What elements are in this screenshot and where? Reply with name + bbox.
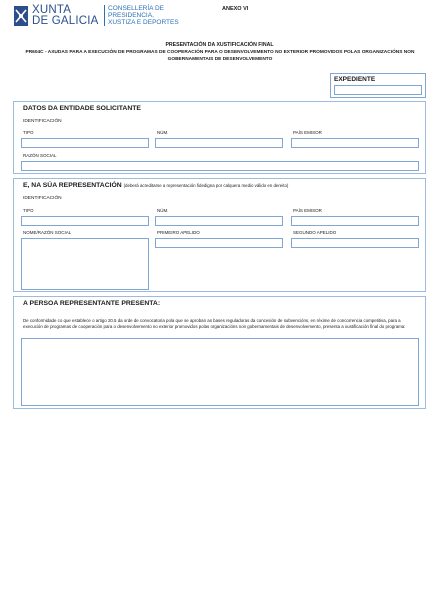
entidade-num-label: NÚM. <box>157 130 169 135</box>
entidade-tipo-field[interactable] <box>21 138 149 148</box>
representacion-title-text: E, NA SÚA REPRESENTACIÓN <box>23 182 122 189</box>
representacion-title <box>23 182 288 189</box>
logo-department <box>104 5 179 26</box>
presenta-section <box>13 296 426 409</box>
entidade-num-field[interactable] <box>155 138 283 148</box>
expediente-field[interactable] <box>334 85 422 95</box>
repr-apelido2-field[interactable] <box>291 238 419 248</box>
entidade-razon-field[interactable] <box>21 161 419 171</box>
repr-pais-label: PAÍS EMISOR <box>293 208 322 213</box>
form-title: PRESENTACIÓN DA XUSTIFICACIÓN FINAL <box>165 42 274 48</box>
xunta-emblem-icon <box>14 6 28 26</box>
representacion-section <box>13 178 426 292</box>
logo-line-2: DE GALICIA <box>32 15 99 27</box>
dept-line-1: CONSELLERÍA DE <box>108 5 164 12</box>
repr-nome-field[interactable] <box>21 238 149 290</box>
repr-apelido1-field[interactable] <box>155 238 283 248</box>
entidade-title: DATOS DA ENTIDADE SOLICITANTE <box>23 105 141 112</box>
entidade-section <box>13 101 426 174</box>
repr-apelido1-label: PRIMEIRO APELIDO <box>157 230 200 235</box>
repr-nome-label: NOME/RAZÓN SOCIAL <box>23 230 72 235</box>
logo-wordmark <box>32 5 99 27</box>
dept-line-2: PRESIDENCIA, <box>108 12 154 19</box>
repr-apelido2-label: SEGUNDO APELIDO <box>293 230 337 235</box>
entidade-pais-label: PAÍS EMISOR <box>293 130 322 135</box>
xunta-logo <box>14 5 184 31</box>
entidade-razon-label: RAZÓN SOCIAL <box>23 153 57 158</box>
logo-line-1: XUNTA <box>32 4 72 16</box>
expediente-label: EXPEDIENTE <box>334 76 376 83</box>
repr-pais-field[interactable] <box>291 216 419 226</box>
representacion-note: (deberá acreditarse a representación fidedigna por calquera medio válido en dereito) <box>123 183 289 188</box>
entidade-tipo-label: TIPO <box>23 130 34 135</box>
repr-num-field[interactable] <box>155 216 283 226</box>
procedure-title: PR604C - AXUDAS PARA A EXECUCIÓN DE PROGRAMAS DE COOPERACIÓN PARA O DESENVOLVEMENTO NO EXTERIOR PROMOVIDOS POLAS ORGANIZACIÓNS NON GOBERNAMENTAIS DE DESENVOLVEMENTO <box>25 50 415 62</box>
repr-tipo-label: TIPO <box>23 208 34 213</box>
anexo-label: ANEXO VI <box>222 6 249 12</box>
presenta-title: A PERSOA REPRESENTANTE PRESENTA: <box>23 300 161 307</box>
dept-line-3: XUSTIZA E DEPORTES <box>108 19 179 26</box>
entidade-subtitle: IDENTIFICACIÓN <box>23 119 62 124</box>
presenta-programa-field[interactable] <box>21 338 419 406</box>
entidade-pais-field[interactable] <box>291 138 419 148</box>
repr-tipo-field[interactable] <box>21 216 149 226</box>
expediente-box <box>330 73 426 98</box>
representacion-subtitle: IDENTIFICACIÓN <box>23 196 62 201</box>
repr-num-label: NÚM. <box>157 208 169 213</box>
presenta-text: De conformidade co que establece o artigo 20.5 da orde de convocatoria pola que se aproban as bases reguladoras da concesión de subvencións, en réxime de concorrencia competitiva, para a execución de programas de cooperación para o desenvolvemento no exterior promovidos polas organizacións non gobernamentais de desenvolvemento, presenta a xustificación final do programa: <box>23 318 406 330</box>
